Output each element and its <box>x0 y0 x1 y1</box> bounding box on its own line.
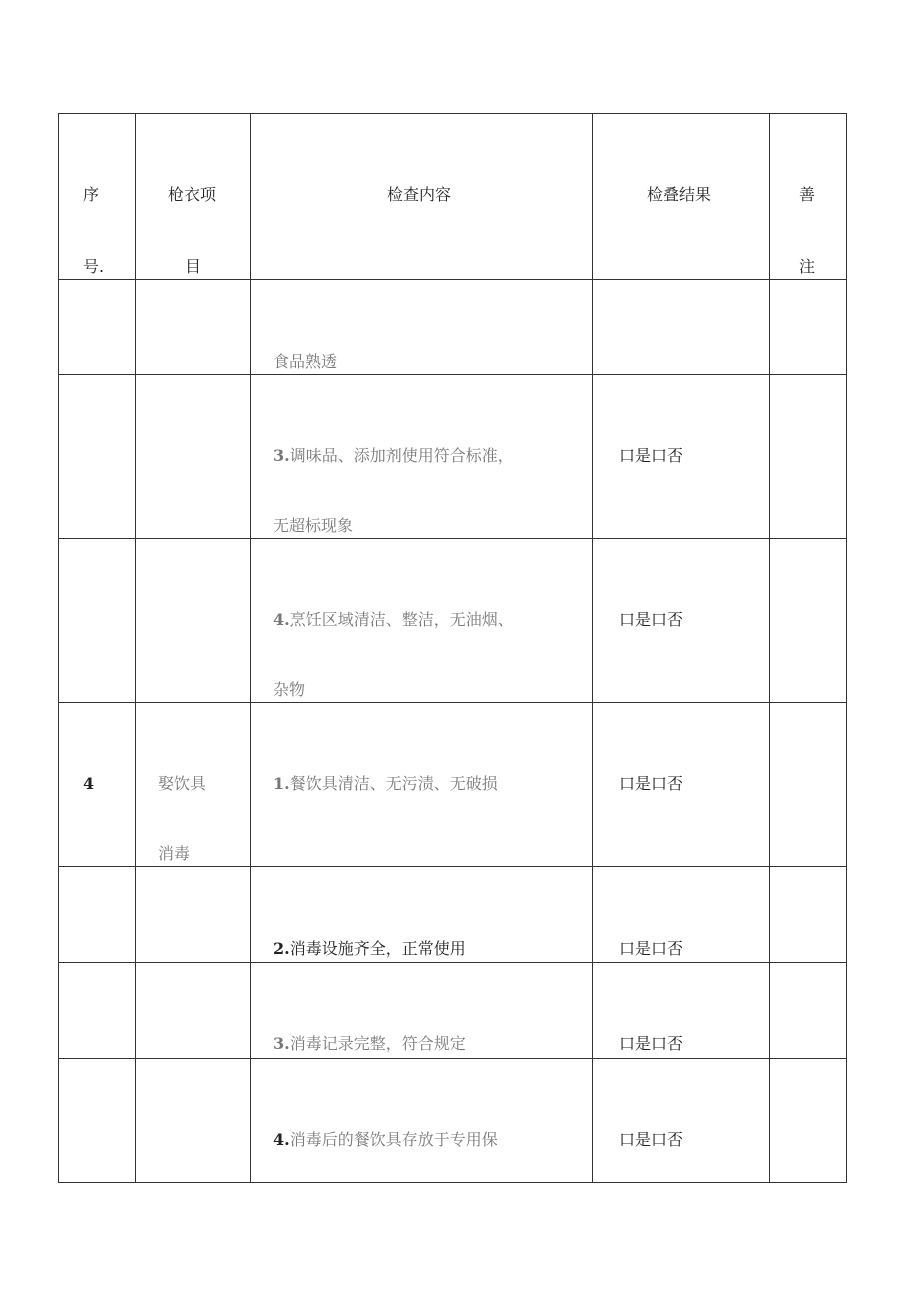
table-row <box>59 375 847 539</box>
content-line: 4.烹饪区域清洁、整洁，无油烟、 <box>273 610 514 629</box>
content-line-2: 杂物 <box>273 680 306 699</box>
seq-cell <box>59 703 136 867</box>
content-line: 3.调味品、添加剂使用符合标准， <box>273 446 514 465</box>
content-cell <box>251 375 593 539</box>
result-checkbox-yes-no[interactable]: 口是口否 <box>619 939 684 958</box>
seq-cell <box>59 867 136 963</box>
seq-cell <box>59 1059 136 1183</box>
content-number: 2. <box>273 939 290 958</box>
table-row <box>59 703 847 867</box>
content-number: 3. <box>273 1034 290 1053</box>
header-remark-line2: 注 <box>799 257 816 276</box>
result-cell <box>593 867 770 963</box>
content-line-2: 无超标现象 <box>273 516 354 535</box>
item-line-2: 消毒 <box>158 844 191 863</box>
header-item-line2: 目 <box>185 257 202 276</box>
item-cell <box>136 539 251 703</box>
content-line: 食品熟透 <box>273 352 338 371</box>
item-cell <box>136 280 251 375</box>
table-row <box>59 867 847 963</box>
header-item-cell <box>136 114 251 280</box>
content-cell <box>251 867 593 963</box>
content-number: 4. <box>273 1130 290 1149</box>
remark-cell <box>770 1059 847 1183</box>
table-row <box>59 963 847 1059</box>
result-checkbox-yes-no[interactable]: 口是口否 <box>619 1034 684 1053</box>
content-cell <box>251 703 593 867</box>
result-cell <box>593 1059 770 1183</box>
remark-cell <box>770 703 847 867</box>
table-row <box>59 1059 847 1183</box>
remark-cell <box>770 963 847 1059</box>
header-item-line1: 枪衣项 <box>168 185 217 204</box>
item-cell <box>136 1059 251 1183</box>
content-line: 4.消毒后的餐饮具存放于专用保 <box>273 1130 498 1149</box>
result-cell <box>593 375 770 539</box>
result-checkbox-yes-no[interactable]: 口是口否 <box>619 446 684 465</box>
seq-cell <box>59 375 136 539</box>
remark-cell <box>770 280 847 375</box>
table-header-row <box>59 114 847 280</box>
header-remark-line1: 善 <box>799 185 816 204</box>
result-cell <box>593 963 770 1059</box>
content-line: 3.消毒记录完整，符合规定 <box>273 1034 466 1053</box>
remark-cell <box>770 539 847 703</box>
item-cell <box>136 963 251 1059</box>
content-cell <box>251 1059 593 1183</box>
content-line: 1.餐饮具清洁、无污渍、无破损 <box>273 774 498 793</box>
header-seq-cell <box>59 114 136 280</box>
result-cell <box>593 539 770 703</box>
result-checkbox-yes-no[interactable]: 口是口否 <box>619 610 684 629</box>
item-line: 娶饮具 <box>158 774 207 793</box>
content-number: 1. <box>273 774 290 793</box>
content-cell <box>251 539 593 703</box>
header-result-cell <box>593 114 770 280</box>
content-line: 2.消毒设施齐全，正常使用 <box>273 939 466 958</box>
content-number: 3. <box>273 446 290 465</box>
table-row <box>59 280 847 375</box>
inspection-table <box>58 113 847 1183</box>
content-cell <box>251 280 593 375</box>
remark-cell <box>770 867 847 963</box>
result-checkbox-yes-no[interactable]: 口是口否 <box>619 774 684 793</box>
table-row <box>59 539 847 703</box>
header-seq-line2: 号. <box>83 257 105 276</box>
seq-cell <box>59 280 136 375</box>
content-number: 4. <box>273 610 290 629</box>
content-cell <box>251 963 593 1059</box>
result-checkbox-yes-no[interactable]: 口是口否 <box>619 1130 684 1149</box>
result-cell <box>593 280 770 375</box>
header-result: 检叠结果 <box>647 185 712 204</box>
header-content-cell <box>251 114 593 280</box>
seq-number: 4 <box>83 774 95 793</box>
seq-cell <box>59 963 136 1059</box>
seq-cell <box>59 539 136 703</box>
result-cell <box>593 703 770 867</box>
header-remark-cell <box>770 114 847 280</box>
item-cell <box>136 703 251 867</box>
item-cell <box>136 867 251 963</box>
remark-cell <box>770 375 847 539</box>
header-content: 检查内容 <box>387 185 452 204</box>
header-seq-line1: 序 <box>83 185 100 204</box>
item-cell <box>136 375 251 539</box>
